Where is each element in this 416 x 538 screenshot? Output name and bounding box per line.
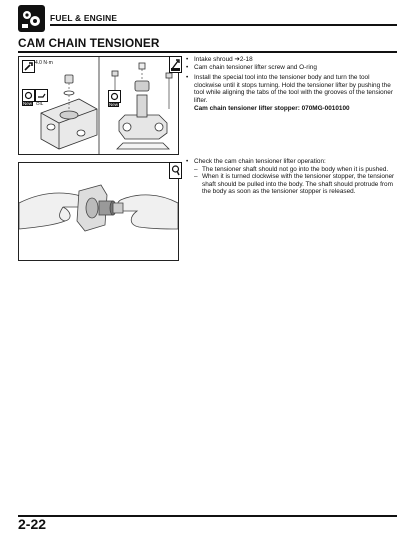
tensioner-install-figure [18,56,179,155]
page-number: 2-22 [18,516,47,532]
inspection-icon [169,162,182,179]
new-part-label: New [23,101,33,106]
oil-label: OIL [36,101,44,106]
special-tool-icon [169,56,182,73]
section-title: FUEL & ENGINE [50,13,118,23]
check-instructions [186,158,396,196]
instruction-item: • Intake shroud ➔2-18 [186,56,396,64]
instruction-item: • Cam chain tensioner lifter screw and O-ring [186,64,396,72]
install-instructions [186,56,396,112]
instruction-subitem: – When it is turned clockwise with the tensioner stopper, the tensioner shaft should be pulled into the body. The shaft should protrude from the body as soon as the tensioner stopper is released. [186,173,396,196]
new-part-label: New [109,102,119,107]
title-rule [18,51,397,53]
page-title: CAM CHAIN TENSIONER [18,36,160,50]
lifter-check-figure [18,162,179,261]
special-tool-line: Cam chain tensioner lifter stopper: 070MG-0010100 [194,104,350,112]
engine-icon [18,5,45,32]
instruction-item: • Check the cam chain tensioner lifter operation: [186,158,396,166]
instruction-item: • Install the special tool into the tensioner body and turn the tool clockwise until it stops turning. Hold the tensioner lifter by pushing the tool while aligning the tabs of the tool with the grooves of the tensioner lifter. [186,74,396,104]
torque-label: 4.0 N·m [35,60,53,66]
header-rule [50,24,397,26]
wrench-icon [22,60,35,73]
footer-rule [18,515,397,517]
instruction-subitem: – The tensioner shaft should not go into the body when it is pushed. [186,166,396,174]
